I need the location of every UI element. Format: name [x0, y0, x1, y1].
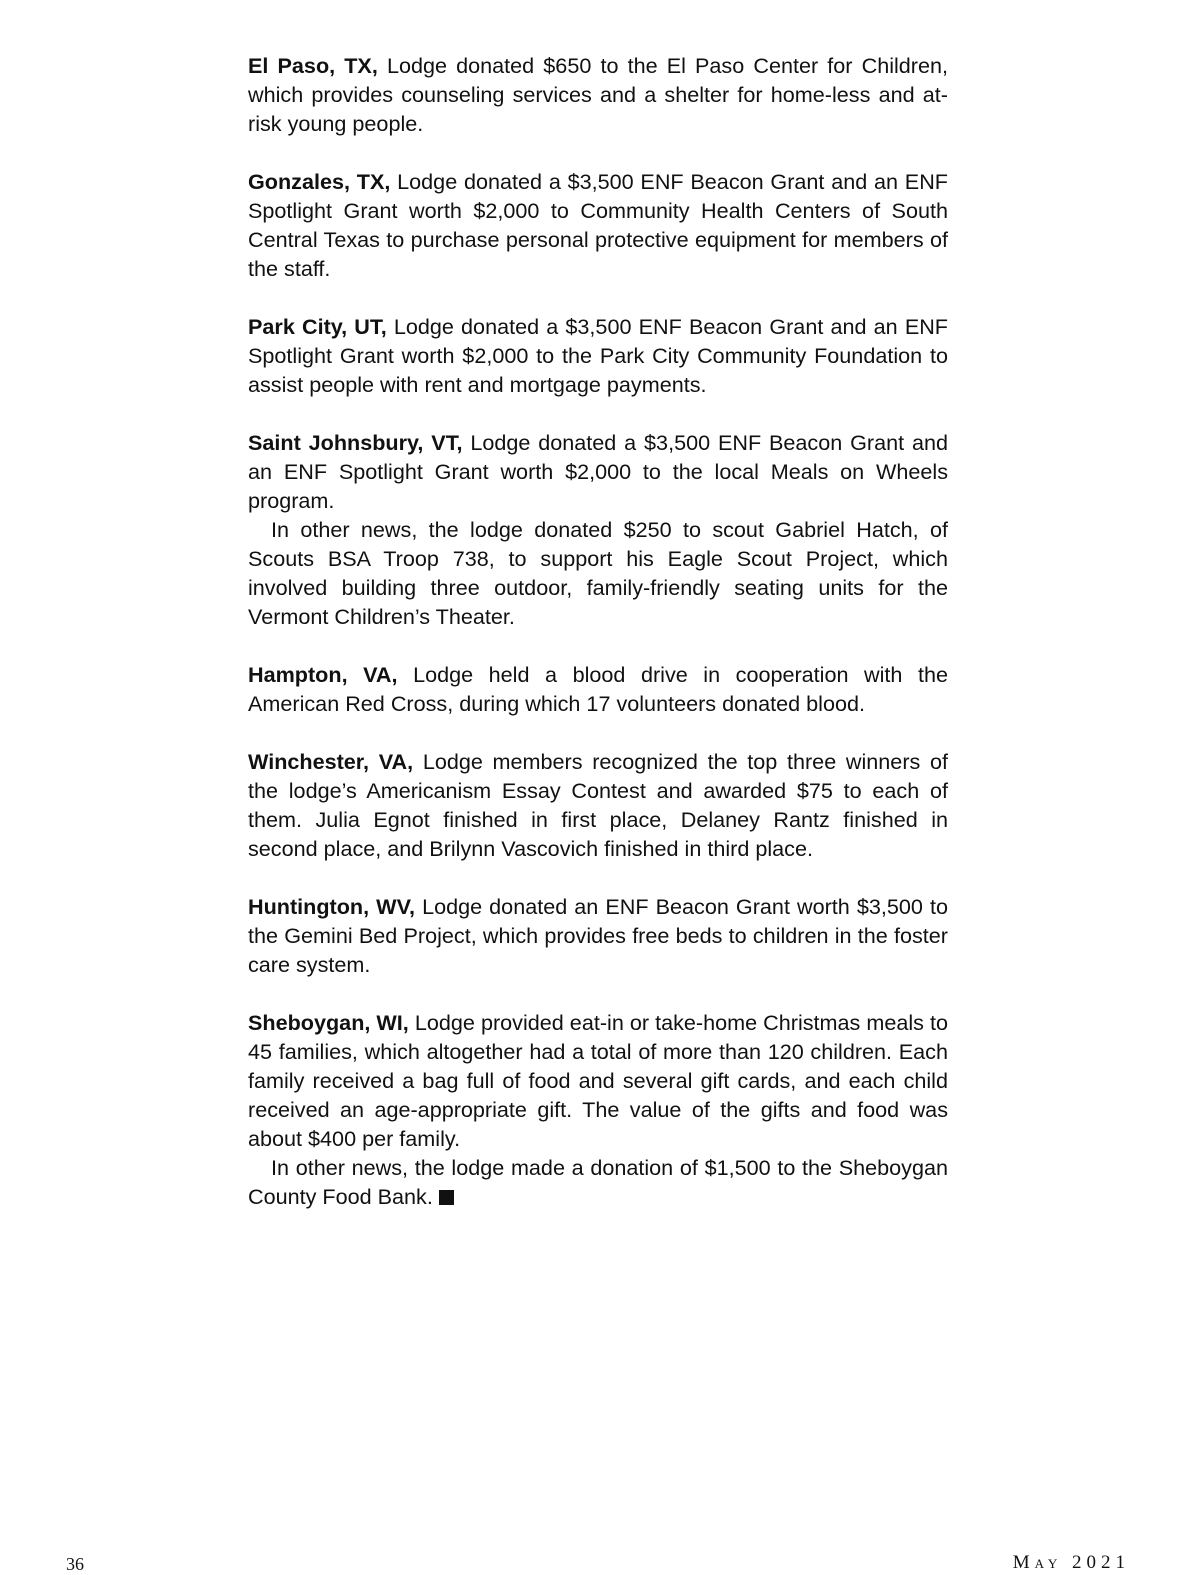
entry-park-city [248, 312, 948, 399]
entry-text: Lodge provided eat-in or take-home Christmas meals to 45 families, which altogether had a total of more than 120 children. Each family received a bag full of food and several gift cards, and each child received an age-appropriate gift. The value of the gifts and food was about $400 per family. [248, 1010, 949, 1151]
entry-paragraph [248, 892, 948, 979]
entry-text: Lodge donated a $3,500 ENF Beacon Grant and an ENF Spotlight Grant worth $2,000 to the local Meals on Wheels program. [248, 430, 948, 513]
entry-paragraph [248, 167, 948, 283]
entry-extra-paragraph [248, 1153, 948, 1211]
issue-date: May 2021 [1012, 1552, 1130, 1573]
entry-text: Lodge donated a $3,500 ENF Beacon Grant and an ENF Spotlight Grant worth $2,000 to the Park City Community Foundation to assist people with rent and mortgage payments. [248, 314, 949, 397]
page-number: 36 [66, 1554, 84, 1574]
entry-lead: Hampton, VA, [248, 662, 398, 687]
entry-lead: Park City, UT, [248, 314, 387, 339]
entry-saint-johnsbury [248, 428, 948, 631]
entry-extra-paragraph: In other news, the lodge donated $250 to scout Gabriel Hatch, of Scouts BSA Troop 738, to support his Eagle Scout Project, which involved building three outdoor, family-friendly seating units for the Vermont Children’s Theater. [248, 517, 948, 629]
entry-text: Lodge donated $650 to the El Paso Center for Children, which provides counseling services and a shelter for home-less and at-risk young people. [248, 53, 949, 136]
entry-lead: Winchester, VA, [248, 749, 414, 774]
entry-text: Lodge donated a $3,500 ENF Beacon Grant and an ENF Spotlight Grant worth $2,000 to Community Health Centers of South Central Texas to purchase personal protective equipment for members of the staff. [248, 169, 948, 281]
entry-paragraph [248, 747, 948, 863]
entry-paragraph [248, 312, 948, 399]
entry-paragraph [248, 660, 948, 718]
article-column [248, 51, 948, 1240]
entry-hampton [248, 660, 948, 718]
entry-lead: Sheboygan, WI, [248, 1010, 409, 1035]
entry-paragraph [248, 1008, 948, 1153]
entry-lead: Huntington, WV, [248, 894, 415, 919]
entry-lead: Gonzales, TX, [248, 169, 391, 194]
entry-el-paso [248, 51, 948, 138]
entry-lead: Saint Johnsbury, VT, [248, 430, 463, 455]
entry-paragraph [248, 428, 948, 515]
entry-huntington [248, 892, 948, 979]
entry-text: Lodge held a blood drive in cooperation with the American Red Cross, during which 17 volunteers donated blood. [248, 662, 949, 716]
end-of-article-square-icon [439, 1190, 454, 1205]
entry-gonzales [248, 167, 948, 283]
entry-paragraph [248, 51, 948, 138]
entry-lead: El Paso, TX, [248, 53, 378, 78]
entry-text: Lodge members recognized the top three winners of the lodge’s Americanism Essay Contest and awarded $75 to each of them. Julia Egnot finished in first place, Delaney Rantz finished in second place, and Brilynn Vascovich finished in third place. [248, 749, 949, 861]
entry-extra-text: In other news, the lodge made a donation of $1,500 to the Sheboygan County Food Bank. [248, 1155, 948, 1209]
entry-text: Lodge donated an ENF Beacon Grant worth $3,500 to the Gemini Bed Project, which provides free beds to children in the foster care system. [248, 894, 948, 977]
entry-sheboygan [248, 1008, 948, 1211]
entry-winchester [248, 747, 948, 863]
